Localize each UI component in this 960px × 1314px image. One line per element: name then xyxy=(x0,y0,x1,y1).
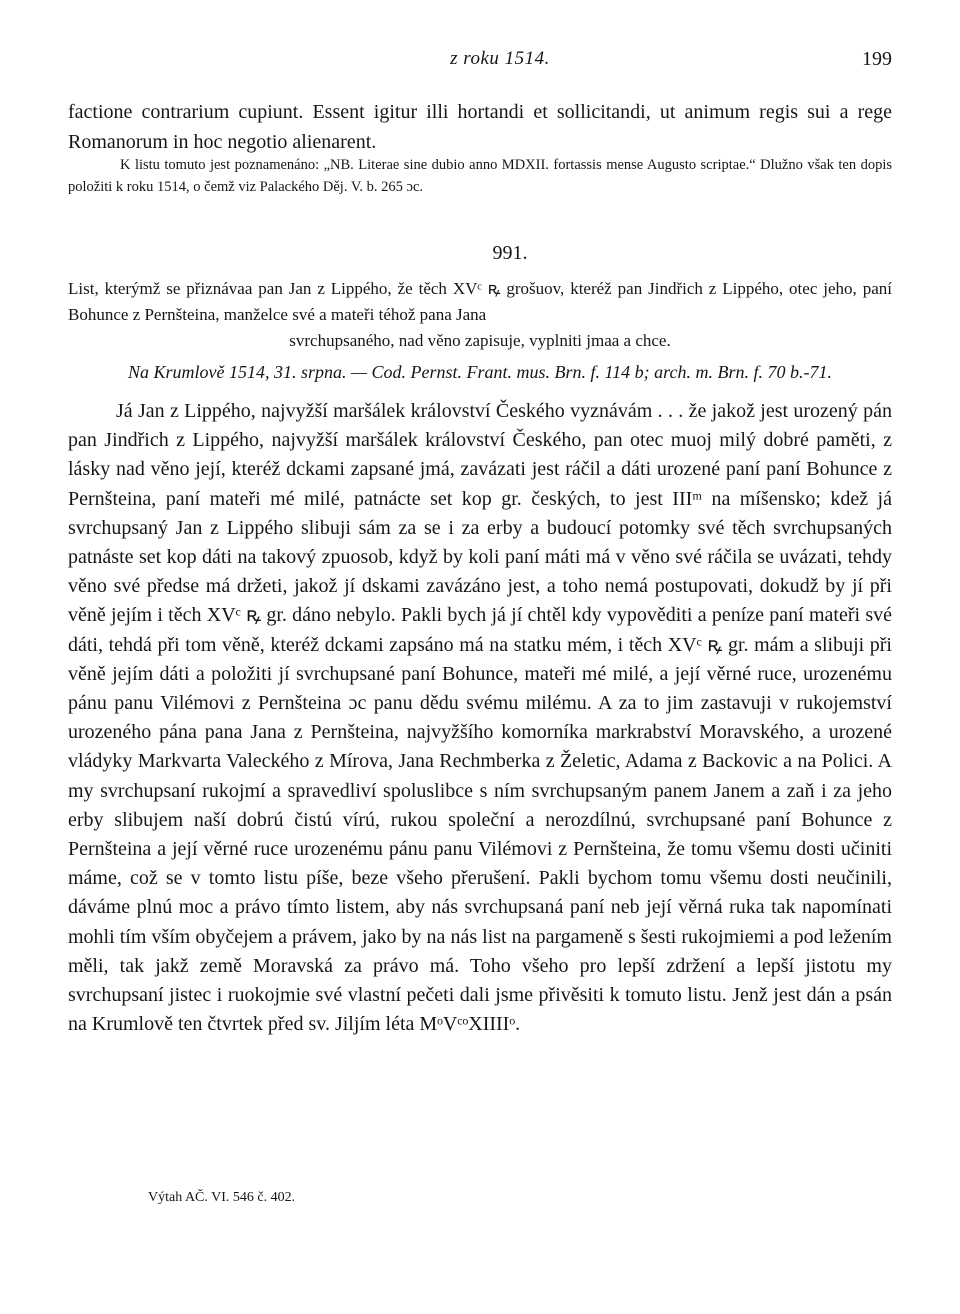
document-body xyxy=(68,397,892,1039)
running-title: z roku 1514. xyxy=(450,48,550,69)
continuation-paragraph: factione contrarium cupiunt. Essent igitur illi hortandi et sollicitandi, ut animum regis sui a rege Romanorum in hoc negotio alienarent. xyxy=(68,101,892,153)
document-number: 991. xyxy=(492,242,528,264)
regest-last-line: svrchupsaného, nad věno zapisuje, vyplniti jmaa a chce. xyxy=(289,331,671,350)
footnote xyxy=(68,154,892,198)
extract-reference: Výtah AČ. VI. 546 č. 402. xyxy=(148,1190,296,1205)
document-regest xyxy=(68,276,892,354)
footnote-text: K listu tomuto jest poznamenáno: „NB. Literae sine dubio anno MDXII. fortassis mense Augusto scriptae.“ Dlužno však ten dopis položiti k roku 1514, o čemž viz Palackého Děj. V. b. 265 ɔc. xyxy=(68,157,892,195)
page-header xyxy=(68,48,892,78)
body-text: Já Jan z Lippého, najvyžší maršálek království Českého vyznávám . . . že jakož jest urozený pán pan Jindřich z Lippého, najvyžší maršálek království Českého, pan otec muoj milý dobré paměti, z lásky nad věno její, kteréž dckami zapsané jmá, zavázati jest ráčil a dáti urozené paní paní Bohunce z Pernšteina, paní mateři mé milé, patnácte set kop gr. českých, to jest IIIᵐ na míšensko; kdež já svrchupsaný Jan z Lippého slibuji sám za se i za erby a budoucí potomky své těch svrchupsaných patnáste set kop dáti na takový zpuosob, když by koli paní máti má v věno své ráčila se uvázati, tehdy věno své předse má držeti, jakož jí dskami zavázáno jest, a toho nemá postupovati, dokudž by jí při věně jejím i těch XVᶜ ꝶ gr. dáno nebylo. Pakli bych já jí chtěl kdy vypověditi a peníze paní mateři své dáti, tehdá při tom věně, kteréž dckami zapsáno má na statku mém, i těch XVᶜ ꝶ gr. mám a slibuji při věně jejím dáti a položiti jí svrchupsané paní Bohunce, mateři mé milé, a její věrné ruce, urozenému pánu panu Vilémovi z Pernšteina ɔc panu dědu svému milému. A za to jim zastavuji v rukojemství urozeného pána pana Jana z Pernšteina, najvyžšího komorníka markrabství Moravského, a urozené vládyky Markvarta Valeckého z Mírova, Jana Rechmberka z Želetic, Adama z Backovic a na Polici. A my svrchupsaní rukojmí a spravedliví spoluslibce s ním svrchupsaným panem Janem a zaň i za jeho erby slibujem naší dobrú čistú vírú, rukou společní a nerozdílnú, svrchupsané paní Bohunce z Pernšteina a její věrné ruce urozenému pánu panu Vilémovi z Pernšteina, že tomu všemu dosti učiniti máme, což se v tomto listu píše, beze všeho přerušení. Pakli bychom tomu všemu dosti neučinili, dáváme plnú moc a právo tímto listem, aby nás svrchupsaná paní neb její věrná ruka tak napomínati mohli tím vším obyčejem a právem, jako by na nás list na pargameně s šesti rukojmiemi a pod ležením měli, tak jakž země Moravská za právo má. Toho všeho pro lepší zdržení a lepší jistotu my svrchupsaní jistec i ruokojmie své vlastní pečeti dali jsme přivěsiti k tomuto listu. Jenž jest dán a psán na Krumlově ten čtvrtek před sv. Jiljím léta MᵒVᶜᵒXIIIIᵒ. xyxy=(68,400,892,1036)
source-citation: Na Krumlově 1514, 31. srpna. — Cod. Pernst. Frant. mus. Brn. f. 114 b; arch. m. Brn. f. 70 b.-71. xyxy=(128,362,832,382)
regest-text: List, kterýmž se přiznávaa pan Jan z Lippého, že těch XVᶜ ꝶ grošuov, kteréž pan Jindřich z Lippého, otec jeho, paní Bohunce z Pernšteina, manželce své a mateři téhož pana Jana xyxy=(68,279,892,324)
page-number: 199 xyxy=(862,48,892,70)
